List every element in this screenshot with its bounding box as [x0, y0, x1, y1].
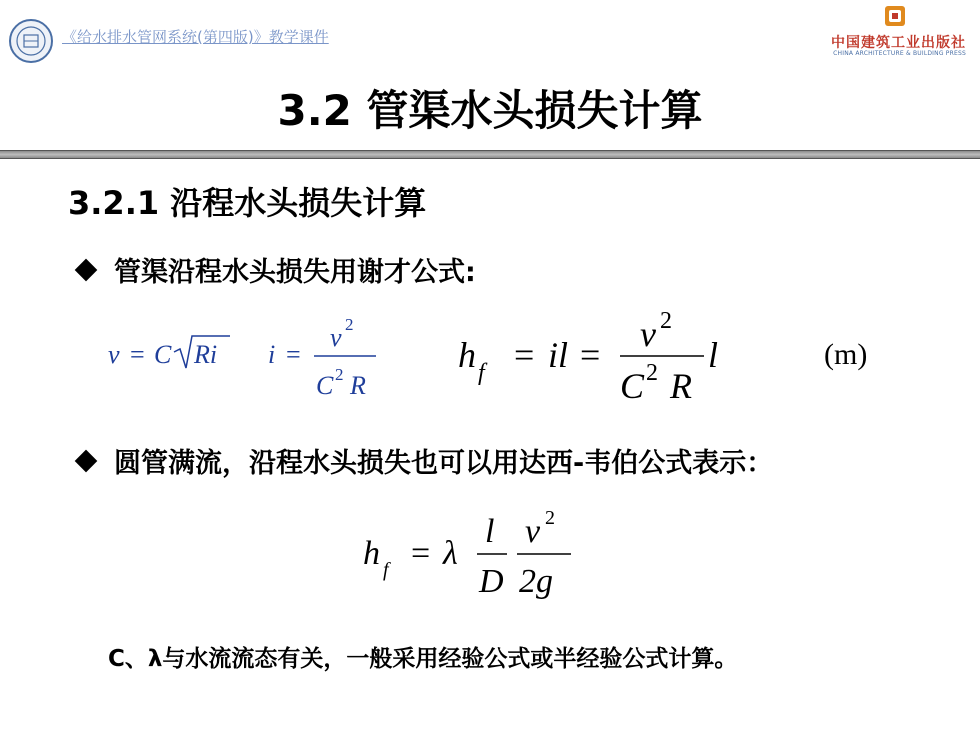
headloss-eq2: =	[580, 335, 601, 375]
publisher-logo	[818, 2, 968, 60]
course-title-link[interactable]: 《给水排水管网系统(第四版)》教学课件	[62, 28, 329, 46]
footnote: C、λ与水流流态有关，一般采用经验公式或半经验公式计算。	[108, 646, 738, 672]
darcy-h: h	[363, 535, 380, 572]
slope-den-R: R	[350, 371, 366, 400]
slope-num: v	[330, 323, 342, 352]
headloss-num-exp: 2	[660, 308, 672, 334]
darcy-num2: v	[525, 513, 541, 550]
darcy-den1: D	[479, 563, 504, 600]
chezy-C: C	[154, 340, 172, 369]
bullet-chezy	[78, 250, 476, 289]
section-subtitle: 3.2.1 沿程水头损失计算	[68, 184, 427, 222]
chezy-velocity-formula	[108, 336, 230, 369]
diamond-bullet-icon	[75, 258, 98, 281]
darcy-sub: f	[383, 559, 389, 581]
publisher-name-cn: 中国建筑工业出版社	[831, 35, 966, 51]
slope-i: i	[268, 340, 276, 369]
headloss-l: l	[708, 335, 719, 375]
publisher-emblem-icon	[882, 4, 908, 30]
bullet-darcy	[78, 441, 773, 480]
darcy-formula	[355, 500, 595, 610]
publisher-name-en: CHINA ARCHITECTURE & BUILDING PRESS	[833, 50, 966, 57]
university-seal-logo	[8, 18, 54, 64]
slope-formula	[268, 315, 376, 400]
darcy-num1: l	[485, 513, 495, 550]
bullet-darcy-text: 圆管满流，沿程水头损失也可以用达西-韦伯公式表示：	[114, 448, 774, 479]
darcy-lambda: λ	[443, 535, 458, 572]
chezy-v: v	[108, 340, 120, 369]
slope-den-exp: 2	[335, 365, 344, 384]
headloss-den-exp: 2	[646, 360, 658, 386]
headloss-sub: f	[478, 360, 485, 386]
slope-num-exp: 2	[345, 315, 354, 334]
bullet-chezy-text: 管渠沿程水头损失用谢才公式:	[114, 257, 476, 288]
headloss-den-C: C	[620, 366, 645, 406]
chezy-formula-row	[100, 300, 900, 410]
slope-eq: =	[286, 340, 301, 369]
slope-den-C: C	[316, 371, 334, 400]
diamond-bullet-icon	[75, 449, 98, 472]
head-loss-formula	[458, 308, 867, 406]
darcy-num2-exp: 2	[545, 507, 555, 529]
headloss-unit: (m)	[824, 338, 868, 371]
headloss-h: h	[458, 335, 476, 375]
slide-title: 3.2 管渠水头损失计算	[277, 86, 703, 135]
chezy-radicand: Ri	[194, 340, 218, 369]
darcy-eq: =	[411, 535, 431, 572]
headloss-eq1: =	[514, 335, 535, 375]
title-divider	[0, 150, 980, 159]
darcy-den2: 2g	[519, 563, 553, 600]
chezy-eq: =	[130, 340, 145, 369]
headloss-den-R: R	[670, 366, 692, 406]
headloss-num: v	[640, 314, 656, 354]
headloss-il: il	[548, 335, 569, 375]
